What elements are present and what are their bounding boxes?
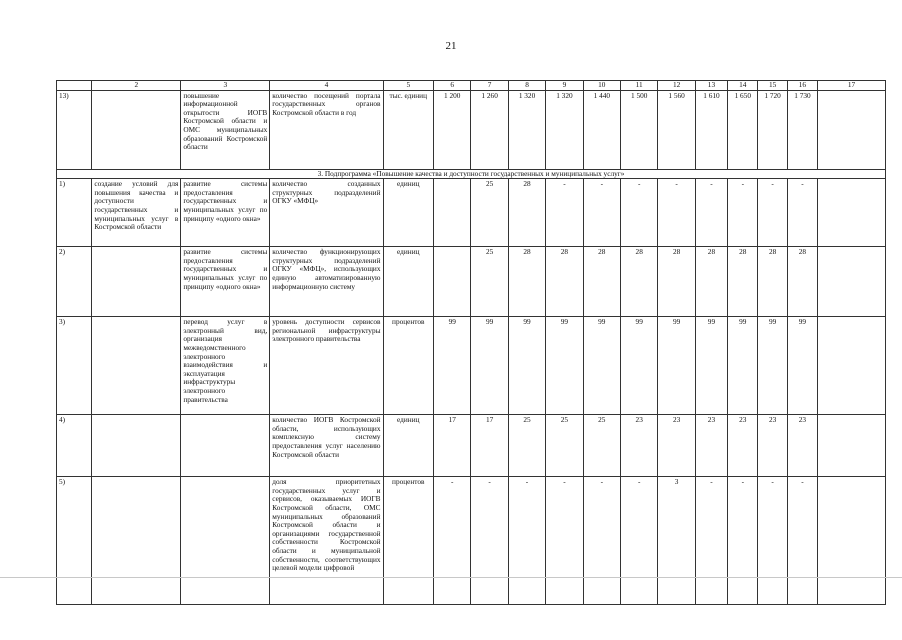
indicator-cell: количество посещений портала государственных органов Костромской области в год [270,90,383,169]
value-cell [818,477,886,605]
value-cell: 1 200 [434,90,471,169]
indicator-cell: количество ИОГВ Костромской области, использующих комплексную систему предоставления услуг населению Костромской области [270,415,383,477]
value-cell: - [695,179,727,247]
value-cell: 28 [621,247,658,317]
value-cell: 3 [658,477,695,605]
unit-cell: единиц [383,415,434,477]
row-number: 5) [57,477,92,605]
value-cell: 28 [787,247,817,317]
value-cell: 99 [621,317,658,415]
value-cell: 99 [508,317,545,415]
value-cell: 1 260 [471,90,508,169]
header-cell [57,81,92,91]
table-row [57,317,886,415]
value-cell: 99 [658,317,695,415]
value-cell: - [658,179,695,247]
value-cell: - [546,179,583,247]
value-cell: - [546,477,583,605]
unit-cell: тыс. единиц [383,90,434,169]
value-cell: - [508,477,545,605]
value-cell: 99 [546,317,583,415]
value-cell: 25 [471,179,508,247]
section-row [57,169,886,179]
value-cell: - [621,477,658,605]
value-cell [434,179,471,247]
indicators-table [56,80,886,605]
row-number: 2) [57,247,92,317]
value-cell: 23 [695,415,727,477]
table-row [57,90,886,169]
header-cell: 7 [471,81,508,91]
value-cell: 25 [471,247,508,317]
value-cell: - [787,179,817,247]
value-cell: 1 720 [758,90,787,169]
value-cell: - [695,477,727,605]
value-cell: 23 [787,415,817,477]
indicator-cell: доля приоритетных государственных услуг и сервисов, оказываемых ИОГВ Костромской области, ОМС муниципальных образований Костромской области и организациями государственной собственности Костромской области и муниципальной собственности, соответствующих целевой модели цифровой [270,477,383,605]
task-cell [181,415,270,477]
value-cell: 28 [583,247,620,317]
goal-cell: создание условий для повышения качества и доступности государственных и муниципальных услуг в Костромской области [92,179,181,247]
value-cell: 99 [471,317,508,415]
value-cell: - [787,477,817,605]
header-cell: 6 [434,81,471,91]
task-cell: повышение информационной открытости ИОГВ Костромской области и ОМС муниципальных образований Костромской области [181,90,270,169]
header-cell: 8 [508,81,545,91]
header-cell: 13 [695,81,727,91]
value-cell [818,247,886,317]
value-cell [434,247,471,317]
value-cell: 99 [695,317,727,415]
header-cell: 12 [658,81,695,91]
table-row [57,415,886,477]
indicator-cell: количество функционирующих структурных подразделений ОГКУ «МФЦ», использующих единую автоматизированную информационную систему [270,247,383,317]
value-cell: 1 320 [508,90,545,169]
task-cell: перевод услуг в электронный вид, организация межведомственного электронного взаимодействия и эксплуатация инфраструктуры электронного правительства [181,317,270,415]
value-cell: 1 610 [695,90,727,169]
value-cell [818,90,886,169]
row-number: 1) [57,179,92,247]
value-cell: 25 [508,415,545,477]
value-cell: 1 320 [546,90,583,169]
scan-artifact-line [0,577,902,578]
section-title: 3. Подпрограмма «Повышение качества и доступности государственных и муниципальных услуг» [57,169,886,179]
header-cell: 15 [758,81,787,91]
header-cell: 3 [181,81,270,91]
table-row [57,477,886,605]
value-cell: 25 [583,415,620,477]
value-cell: 17 [471,415,508,477]
goal-cell [92,477,181,605]
value-cell: 1 730 [787,90,817,169]
value-cell: 28 [758,247,787,317]
unit-cell: процентов [383,317,434,415]
value-cell: - [728,179,758,247]
task-cell [181,477,270,605]
header-cell: 5 [383,81,434,91]
value-cell: 28 [508,247,545,317]
value-cell: - [434,477,471,605]
header-cell: 4 [270,81,383,91]
value-cell: 1 560 [658,90,695,169]
unit-cell: единиц [383,179,434,247]
goal-cell [92,247,181,317]
page-number: 21 [445,40,457,52]
value-cell: 23 [621,415,658,477]
value-cell: 99 [758,317,787,415]
task-cell: развитие системы предоставления государственных и муниципальных услуг по принципу «одного окна» [181,179,270,247]
table-row [57,247,886,317]
value-cell: 1 440 [583,90,620,169]
value-cell: - [471,477,508,605]
unit-cell: процентов [383,477,434,605]
indicator-cell: количество созданных структурных подразделений ОГКУ «МФЦ» [270,179,383,247]
value-cell: 1 650 [728,90,758,169]
header-cell: 2 [92,81,181,91]
goal-cell [92,90,181,169]
value-cell: - [583,179,620,247]
header-cell: 9 [546,81,583,91]
header-cell: 10 [583,81,620,91]
value-cell: 28 [695,247,727,317]
value-cell: 28 [508,179,545,247]
value-cell: - [583,477,620,605]
table-row [57,179,886,247]
value-cell: - [758,179,787,247]
value-cell: 25 [546,415,583,477]
value-cell: - [621,179,658,247]
value-cell: 23 [728,415,758,477]
value-cell: 28 [728,247,758,317]
indicator-cell: уровень доступности сервисов региональной инфраструктуры электронного правительства [270,317,383,415]
goal-cell [92,415,181,477]
value-cell: 1 500 [621,90,658,169]
value-cell: 23 [758,415,787,477]
value-cell: 99 [434,317,471,415]
header-cell: 17 [818,81,886,91]
row-number: 4) [57,415,92,477]
unit-cell: единиц [383,247,434,317]
value-cell: 99 [787,317,817,415]
header-cell: 16 [787,81,817,91]
value-cell: 28 [546,247,583,317]
value-cell [818,317,886,415]
task-cell: развитие системы предоставления государственных и муниципальных услуг по принципу «одного окна» [181,247,270,317]
value-cell: - [758,477,787,605]
goal-cell [92,317,181,415]
header-row [57,81,886,91]
row-number: 3) [57,317,92,415]
value-cell: 17 [434,415,471,477]
value-cell [818,415,886,477]
value-cell: 28 [658,247,695,317]
value-cell: 99 [728,317,758,415]
value-cell: 23 [658,415,695,477]
row-number: 13) [57,90,92,169]
value-cell: 99 [583,317,620,415]
value-cell [818,179,886,247]
value-cell: - [728,477,758,605]
header-cell: 14 [728,81,758,91]
header-cell: 11 [621,81,658,91]
